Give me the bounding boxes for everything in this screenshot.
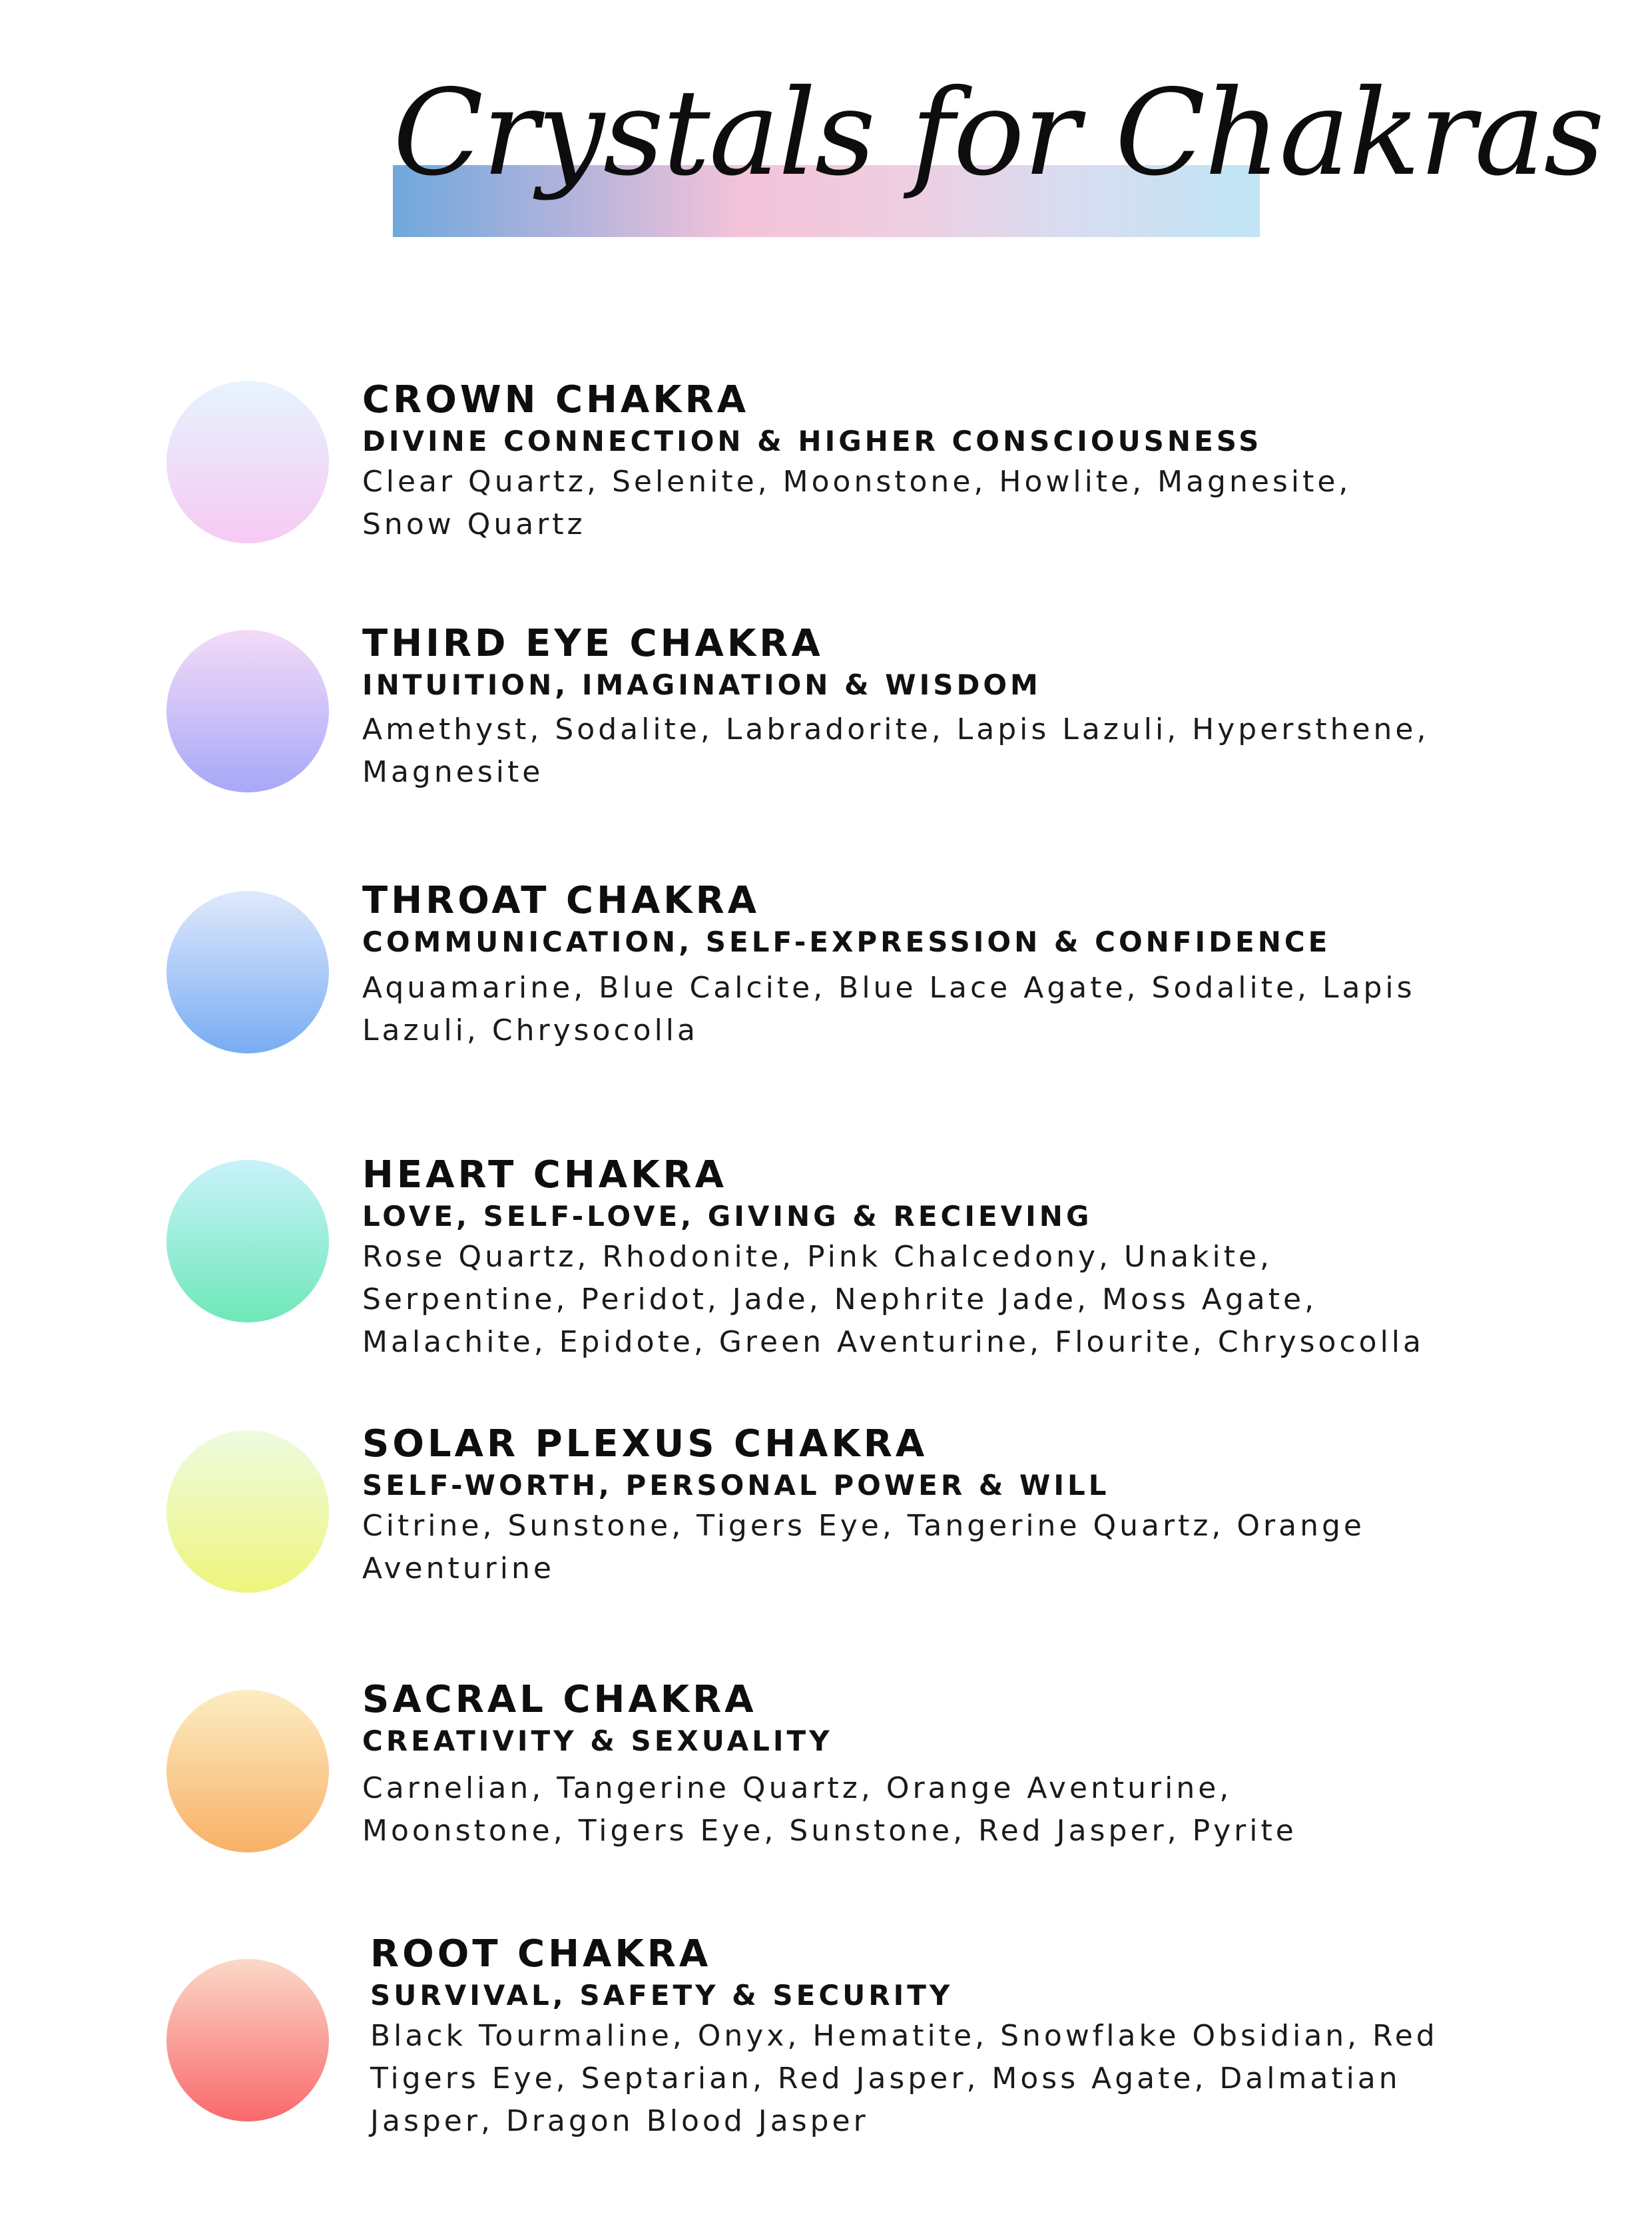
title-area [0,0,1652,293]
crystal-list [362,1767,1574,1852]
crystal-line: Black Tourmaline, Onyx, Hematite, Snowflake Obsidian, Red [370,2019,1438,2053]
page-title: Crystals for Chakras [393,64,1603,202]
chakra-name: CROWN CHAKRA [362,378,750,421]
crystal-line: Aquamarine, Blue Calcite, Blue Lace Agate, Sodalite, Lapis [362,971,1416,1005]
crystal-line: Citrine, Sunstone, Tigers Eye, Tangerine Quartz, Orange [362,1509,1365,1543]
crystal-line: Magnesite [362,755,544,789]
sacral-chakra-text [362,1678,1574,1852]
chakra-name: THROAT CHAKRA [362,879,760,922]
crystal-line: Aventurine [362,1551,555,1585]
heart-chakra-circle [166,1160,329,1322]
chakra-name: ROOT CHAKRA [370,1932,712,1976]
chakra-theme: SELF-WORTH, PERSONAL POWER & WILL [362,1469,1110,1502]
root-chakra-text [370,1932,1582,2143]
sacral-chakra-circle [166,1690,329,1852]
crystal-list [362,1505,1574,1590]
crystal-line: Clear Quartz, Selenite, Moonstone, Howlite, Magnesite, [362,465,1352,499]
throat-chakra-text [362,879,1574,1052]
heart-chakra-text [362,1153,1574,1364]
root-chakra-circle [166,1959,329,2121]
crystal-list [362,461,1574,546]
crystal-list [362,1236,1574,1364]
third-eye-chakra-circle [166,630,329,792]
chakra-theme: SURVIVAL, SAFETY & SECURITY [370,1979,954,2012]
solar-plexus-chakra-text [362,1422,1574,1590]
crown-chakra-circle [166,381,329,543]
chakra-theme: COMMUNICATION, SELF-EXPRESSION & CONFIDENCE [362,926,1331,958]
throat-chakra-circle [166,891,329,1053]
crystal-line: Lazuli, Chrysocolla [362,1013,698,1047]
crystal-line: Serpentine, Peridot, Jade, Nephrite Jade, Moss Agate, [362,1282,1318,1316]
crystal-list [370,2015,1582,2143]
chakra-theme: LOVE, SELF-LOVE, GIVING & RECIEVING [362,1200,1093,1233]
crystal-line: Rose Quartz, Rhodonite, Pink Chalcedony, Unakite, [362,1240,1273,1274]
crystal-line: Snow Quartz [362,507,586,541]
crystal-line: Jasper, Dragon Blood Jasper [370,2104,869,2138]
chakra-theme: DIVINE CONNECTION & HIGHER CONSCIOUSNESS [362,425,1262,457]
third-eye-chakra-text [362,622,1574,794]
crystal-line: Malachite, Epidote, Green Aventurine, Flourite, Chrysocolla [362,1325,1424,1359]
chakra-name: SACRAL CHAKRA [362,1678,757,1721]
crystal-line: Tigers Eye, Septarian, Red Jasper, Moss Agate, Dalmatian [370,2062,1401,2095]
chakra-name: HEART CHAKRA [362,1153,727,1197]
solar-plexus-chakra-circle [166,1430,329,1593]
crystal-line: Moonstone, Tigers Eye, Sunstone, Red Jasper, Pyrite [362,1814,1297,1848]
chakra-theme: CREATIVITY & SEXUALITY [362,1725,833,1757]
crystal-list [362,708,1574,794]
crystal-line: Amethyst, Sodalite, Labradorite, Lapis Lazuli, Hypersthene, [362,712,1430,746]
crystal-line: Carnelian, Tangerine Quartz, Orange Aventurine, [362,1771,1233,1805]
chakra-name: SOLAR PLEXUS CHAKRA [362,1422,928,1466]
crystal-list [362,967,1574,1052]
chakra-name: THIRD EYE CHAKRA [362,622,824,665]
crown-chakra-text [362,378,1574,546]
chakra-theme: INTUITION, IMAGINATION & WISDOM [362,669,1041,701]
